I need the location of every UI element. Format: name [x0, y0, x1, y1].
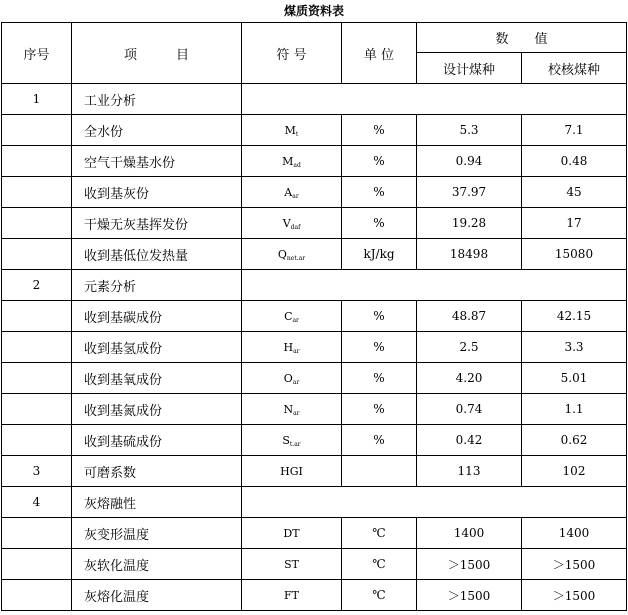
- symbol-text: $M_{ad}$: [282, 154, 301, 169]
- row-symbol: [242, 146, 342, 177]
- row-item: 收到基氧成份: [72, 363, 242, 394]
- symbol-text: $O_{ar}$: [283, 371, 300, 386]
- table-row: [2, 549, 627, 580]
- header-check: 校核煤种: [522, 53, 627, 84]
- table-row: [2, 332, 627, 363]
- row-symbol: [242, 425, 342, 456]
- row-design-value: 0.94: [417, 146, 522, 177]
- symbol-text: $H_{ar}$: [283, 340, 300, 355]
- table-row: [2, 177, 627, 208]
- row-unit: %: [342, 394, 417, 425]
- symbol-text: $S_{t.ar}$: [282, 433, 301, 448]
- header-design: 设计煤种: [417, 53, 522, 84]
- row-design-value: 0.74: [417, 394, 522, 425]
- symbol-text: $Q_{net.ar}$: [277, 247, 306, 262]
- symbol-subscript: ad: [293, 161, 301, 169]
- row-check-value: 3.3: [522, 332, 627, 363]
- row-no: 3: [2, 456, 72, 487]
- row-no: [2, 425, 72, 456]
- row-symbol: [242, 208, 342, 239]
- row-check-value: 7.1: [522, 115, 627, 146]
- table-row: [2, 146, 627, 177]
- row-unit: %: [342, 115, 417, 146]
- symbol-subscript: ar: [293, 409, 300, 417]
- row-unit: %: [342, 301, 417, 332]
- row-unit: %: [342, 332, 417, 363]
- row-unit: ℃: [342, 549, 417, 580]
- row-empty: [242, 487, 627, 518]
- row-design-value: 18498: [417, 239, 522, 270]
- row-design-value: 37.97: [417, 177, 522, 208]
- row-design-value: 5.3: [417, 115, 522, 146]
- row-symbol: [242, 239, 342, 270]
- symbol-text: $A_{ar}$: [284, 185, 299, 200]
- table-row: [2, 394, 627, 425]
- row-design-value: 4.20: [417, 363, 522, 394]
- header-row: [2, 23, 627, 53]
- row-unit: %: [342, 363, 417, 394]
- row-symbol: [242, 115, 342, 146]
- table-row: [2, 301, 627, 332]
- symbol-subscript: t.ar: [289, 440, 301, 448]
- row-item: 可磨系数: [72, 456, 242, 487]
- row-unit: kJ/kg: [342, 239, 417, 270]
- table-row: [2, 84, 627, 115]
- symbol-text: FT: [284, 588, 299, 602]
- row-item: 元素分析: [72, 270, 242, 301]
- table-row: [2, 580, 627, 611]
- coal-quality-table: [1, 22, 627, 611]
- row-no: [2, 301, 72, 332]
- row-no: [2, 239, 72, 270]
- table-body: [2, 23, 627, 611]
- row-design-value: ＞1500: [417, 580, 522, 611]
- header-item: 项 目: [72, 23, 242, 84]
- symbol-subscript: net.ar: [286, 254, 306, 262]
- symbol-text: $M_t$: [284, 123, 299, 138]
- row-check-value: 0.62: [522, 425, 627, 456]
- symbol-subscript: daf: [290, 223, 301, 231]
- row-symbol: [242, 549, 342, 580]
- table-row: [2, 487, 627, 518]
- row-no: 4: [2, 487, 72, 518]
- row-design-value: 1400: [417, 518, 522, 549]
- row-no: 2: [2, 270, 72, 301]
- row-unit: %: [342, 146, 417, 177]
- row-check-value: 15080: [522, 239, 627, 270]
- row-item: 全水份: [72, 115, 242, 146]
- table-row: [2, 425, 627, 456]
- symbol-text: $C_{ar}$: [284, 309, 299, 324]
- row-check-value: 102: [522, 456, 627, 487]
- row-item: 工业分析: [72, 84, 242, 115]
- row-check-value: 42.15: [522, 301, 627, 332]
- symbol-text: $N_{ar}$: [283, 402, 300, 417]
- table-title: 煤质资料表: [283, 4, 344, 18]
- row-item: 收到基低位发热量: [72, 239, 242, 270]
- symbol-subscript: ar: [292, 316, 299, 324]
- symbol-text: $V_{daf}$: [282, 216, 301, 231]
- row-symbol: [242, 332, 342, 363]
- row-check-value: 1.1: [522, 394, 627, 425]
- header-symbol: 符 号: [242, 23, 342, 84]
- row-unit: %: [342, 208, 417, 239]
- row-check-value: ＞1500: [522, 549, 627, 580]
- row-check-value: 5.01: [522, 363, 627, 394]
- row-item: 灰熔化温度: [72, 580, 242, 611]
- row-item: 灰熔融性: [72, 487, 242, 518]
- table-row: [2, 456, 627, 487]
- row-design-value: 48.87: [417, 301, 522, 332]
- row-item: 灰软化温度: [72, 549, 242, 580]
- table-row: [2, 208, 627, 239]
- header-value: 数 值: [417, 23, 627, 53]
- row-symbol: [242, 580, 342, 611]
- row-check-value: ＞1500: [522, 580, 627, 611]
- row-check-value: 1400: [522, 518, 627, 549]
- row-no: 1: [2, 84, 72, 115]
- row-unit: %: [342, 425, 417, 456]
- row-symbol: [242, 301, 342, 332]
- row-no: [2, 332, 72, 363]
- header-no: 序号: [2, 23, 72, 84]
- row-design-value: 113: [417, 456, 522, 487]
- row-no: [2, 208, 72, 239]
- row-check-value: 17: [522, 208, 627, 239]
- row-item: 空气干燥基水份: [72, 146, 242, 177]
- row-no: [2, 363, 72, 394]
- row-item: 干燥无灰基挥发份: [72, 208, 242, 239]
- symbol-text: DT: [283, 526, 300, 540]
- row-design-value: 19.28: [417, 208, 522, 239]
- header-unit: 单 位: [342, 23, 417, 84]
- row-symbol: [242, 177, 342, 208]
- row-check-value: 45: [522, 177, 627, 208]
- row-unit: ℃: [342, 518, 417, 549]
- row-no: [2, 580, 72, 611]
- row-no: [2, 394, 72, 425]
- row-no: [2, 177, 72, 208]
- row-no: [2, 115, 72, 146]
- table-row: [2, 518, 627, 549]
- row-unit: %: [342, 177, 417, 208]
- symbol-text: ST: [284, 557, 299, 571]
- row-item: 收到基碳成份: [72, 301, 242, 332]
- row-design-value: 0.42: [417, 425, 522, 456]
- row-item: 灰变形温度: [72, 518, 242, 549]
- row-item: 收到基硫成份: [72, 425, 242, 456]
- table-row: [2, 115, 627, 146]
- row-no: [2, 549, 72, 580]
- symbol-text: HGI: [280, 464, 303, 478]
- symbol-subscript: t: [295, 130, 299, 138]
- symbol-subscript: ar: [292, 378, 300, 386]
- row-symbol: [242, 363, 342, 394]
- row-symbol: [242, 394, 342, 425]
- row-item: 收到基灰份: [72, 177, 242, 208]
- row-item: 收到基氢成份: [72, 332, 242, 363]
- symbol-subscript: ar: [292, 192, 299, 200]
- row-unit: ℃: [342, 580, 417, 611]
- row-no: [2, 146, 72, 177]
- row-empty: [242, 270, 627, 301]
- row-check-value: 0.48: [522, 146, 627, 177]
- row-symbol: [242, 518, 342, 549]
- row-no: [2, 518, 72, 549]
- row-design-value: ＞1500: [417, 549, 522, 580]
- row-unit: [342, 456, 417, 487]
- row-symbol: [242, 456, 342, 487]
- row-design-value: 2.5: [417, 332, 522, 363]
- table-row: [2, 270, 627, 301]
- row-empty: [242, 84, 627, 115]
- table-row: [2, 363, 627, 394]
- table-row: [2, 239, 627, 270]
- symbol-subscript: ar: [293, 347, 300, 355]
- row-item: 收到基氮成份: [72, 394, 242, 425]
